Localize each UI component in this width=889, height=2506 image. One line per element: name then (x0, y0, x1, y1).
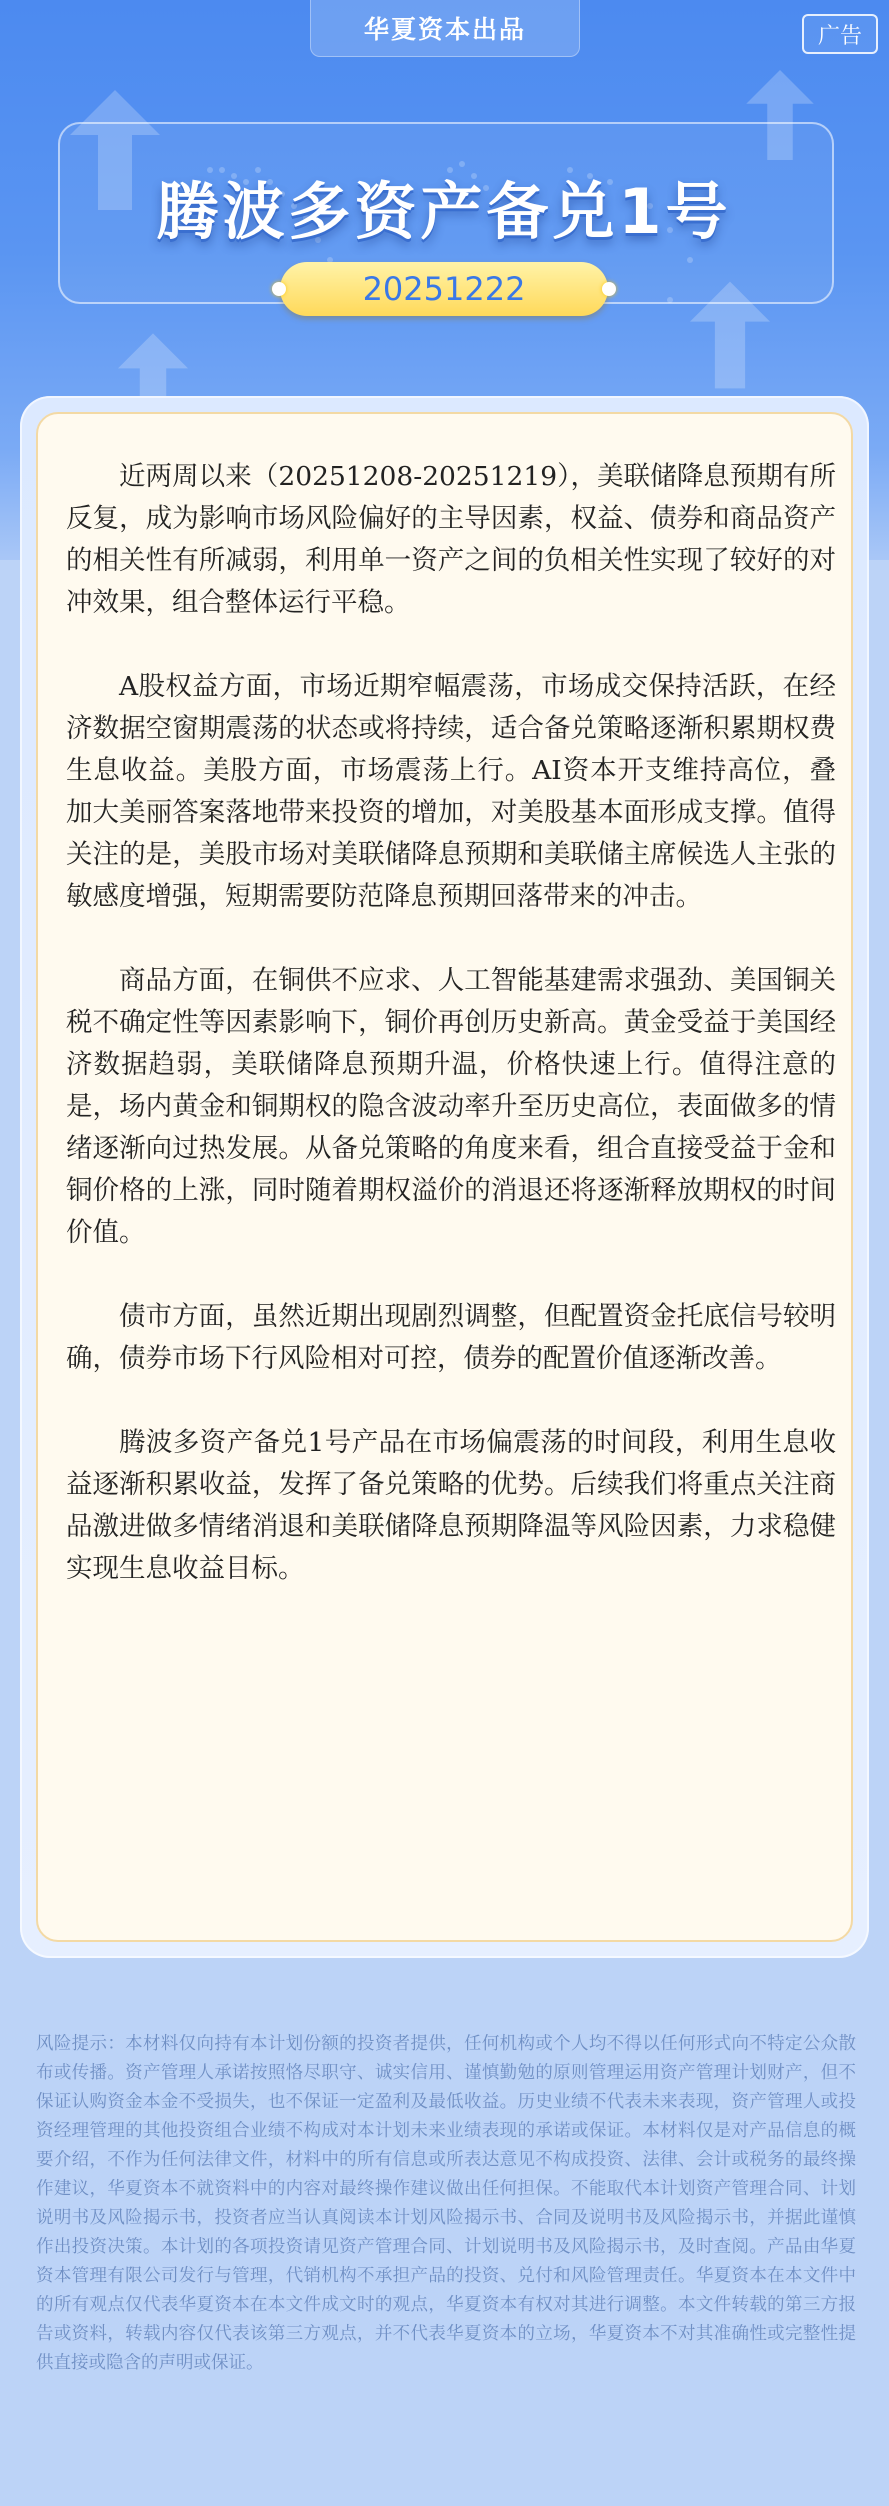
page-title: 腾波多资产备兑1号 (156, 175, 732, 248)
paragraph-equities: A股权益方面，市场近期窄幅震荡，市场成交保持活跃，在经济数据空窗期震荡的状态或将持续，适合备兑策略逐渐积累期权费生息收益。美股方面，市场震荡上行。AI资本开支维持高位，叠加大美丽答案落地带来投资的增加，对美股基本面形成支撑。值得关注的是，美股市场对美联储降息预期和美联储主席候选人主张的敏感度增强，短期需要防范降息预期回落带来的冲击。 (66, 671, 836, 912)
risk-disclaimer: 风险提示：本材料仅向持有本计划份额的投资者提供，任何机构或个人均不得以任何形式向不特定公众散布或传播。资产管理人承诺按照恪尽职守、诚实信用、谨慎勤勉的原则管理运用资产管理计划财产，但不保证认购资金本金不受损失，也不保证一定盈利及最低收益。历史业绩不代表未来表现，资产管理人或投资经理管理的其他投资组合业绩不构成对本计划未来业绩表现的承诺或保证。本材料仅是对产品信息的概要介绍，不作为任何法律文件，材料中的所有信息或所表达意见不构成投资、法律、会计或税务的最终操作建议，华夏资本不就资料中的内容对最终操作建议做出任何担保。不能取代本计划资产管理合同、计划说明书及风险揭示书，投资者应当认真阅读本计划风险揭示书、合同及说明书及风险揭示书，并据此谨慎作出投资决策。本计划的各项投资请见资产管理合同、计划说明书及风险揭示书，及时查阅。产品由华夏资本管理有限公司发行与管理，代销机构不承担产品的投资、兑付和风险管理责任。华夏资本在本文件中的所有观点仅代表华夏资本在本文件成文时的观点，华夏资本有权对其进行调整。本文件转载的第三方报告或资料，转载内容仅代表该第三方观点，并不代表华夏资本的立场，华夏资本不对其准确性或完整性提供直接或隐含的声明或保证。 (36, 2034, 856, 2373)
paragraph-product-summary: 腾波多资产备兑1号产品在市场偏震荡的时间段，利用生息收益逐渐积累收益，发挥了备兑策略的优势。后续我们将重点关注商品激进做多情绪消退和美联储降息预期降温等风险因素，力求稳健实现生息收益目标。 (66, 1427, 836, 1584)
paragraph-overview: 近两周以来（20251208-20251219），美联储降息预期有所反复，成为影响市场风险偏好的主导因素，权益、债券和商品资产的相关性有所减弱，利用单一资产之间的负相关性实现了较好的对冲效果，组合整体运行平稳。 (66, 461, 836, 618)
ad-badge: 广告 (802, 14, 878, 54)
paragraph-bonds: 债市方面，虽然近期出现剧烈调整，但配置资金托底信号较明确，债券市场下行风险相对可控，债券的配置价值逐渐改善。 (66, 1301, 836, 1374)
article-body (66, 456, 836, 1632)
date-badge: 20251222 (280, 262, 608, 316)
producer-tab: 华夏资本出品 (310, 0, 580, 57)
paragraph-commodities: 商品方面，在铜供不应求、人工智能基建需求强劲、美国铜关税不确定性等因素影响下，铜价再创历史新高。黄金受益于美国经济数据趋弱，美联储降息预期升温，价格快速上行。值得注意的是，场内黄金和铜期权的隐含波动率升至历史高位，表面做多的情绪逐渐向过热发展。从备兑策略的角度来看，组合直接受益于金和铜价格的上涨，同时随着期权溢价的消退还将逐渐释放期权的时间价值。 (66, 965, 836, 1248)
